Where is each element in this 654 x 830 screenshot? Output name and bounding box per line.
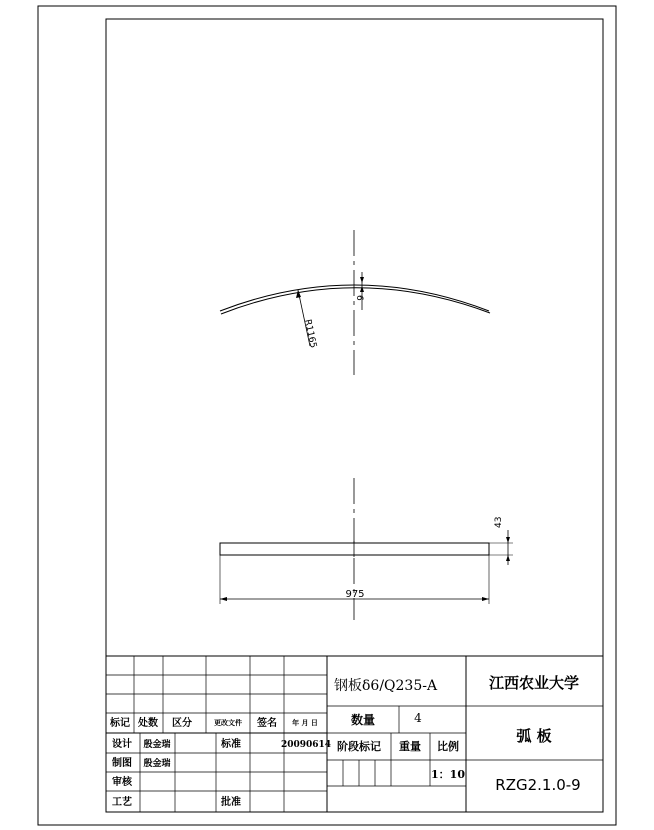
header-mark: 标记 [110, 718, 130, 729]
drawing-number: RZG2.1.0-9 [495, 776, 581, 794]
width-arrow-bottom [506, 555, 510, 561]
thickness-arrow-top [360, 277, 364, 283]
material-spec: 钢板δ6/Q235-A [334, 678, 438, 694]
width-dimension: 43 [494, 516, 504, 528]
length-arrow-left [220, 597, 227, 601]
width-arrow-top [506, 537, 510, 543]
header-sign: 签名 [257, 718, 277, 729]
header-change-doc: 更改文件 [214, 718, 242, 727]
header-date: 年 月 日 [292, 718, 318, 727]
top-view [220, 478, 513, 620]
review-label: 审核 [112, 777, 132, 788]
header-count: 处数 [138, 718, 158, 729]
school-name: 江西农业大学 [488, 674, 580, 692]
scale-value: 1：10 [431, 768, 465, 781]
design-name: 殷金瑞 [143, 740, 171, 750]
thickness-arrow-bottom [360, 286, 364, 292]
standard-label: 标准 [221, 739, 241, 750]
quantity-value: 4 [414, 711, 422, 725]
arc-plate-inner [221, 288, 490, 314]
design-label: 设计 [112, 739, 132, 750]
strip-outline [220, 543, 489, 555]
drafting-name: 殷金瑞 [143, 759, 171, 769]
length-arrow-right [482, 597, 489, 601]
scale-label: 比例 [437, 740, 459, 753]
date-value: 20090614 [280, 740, 332, 750]
weight-label: 重量 [399, 740, 421, 753]
header-zone: 区分 [172, 718, 192, 729]
radius-dimension: R1165 [302, 318, 318, 350]
part-name: 弧 板 [516, 727, 552, 745]
stage-mark-label: 阶段标记 [337, 740, 381, 753]
drafting-label: 制图 [112, 758, 132, 769]
front-view [220, 230, 490, 375]
approve-label: 批准 [221, 797, 241, 808]
quantity-label: 数量 [350, 713, 376, 727]
radius-arrow [296, 290, 301, 298]
thickness-dimension: 6 [354, 295, 364, 301]
process-label: 工艺 [112, 797, 132, 808]
length-dimension: 975 [345, 589, 365, 600]
